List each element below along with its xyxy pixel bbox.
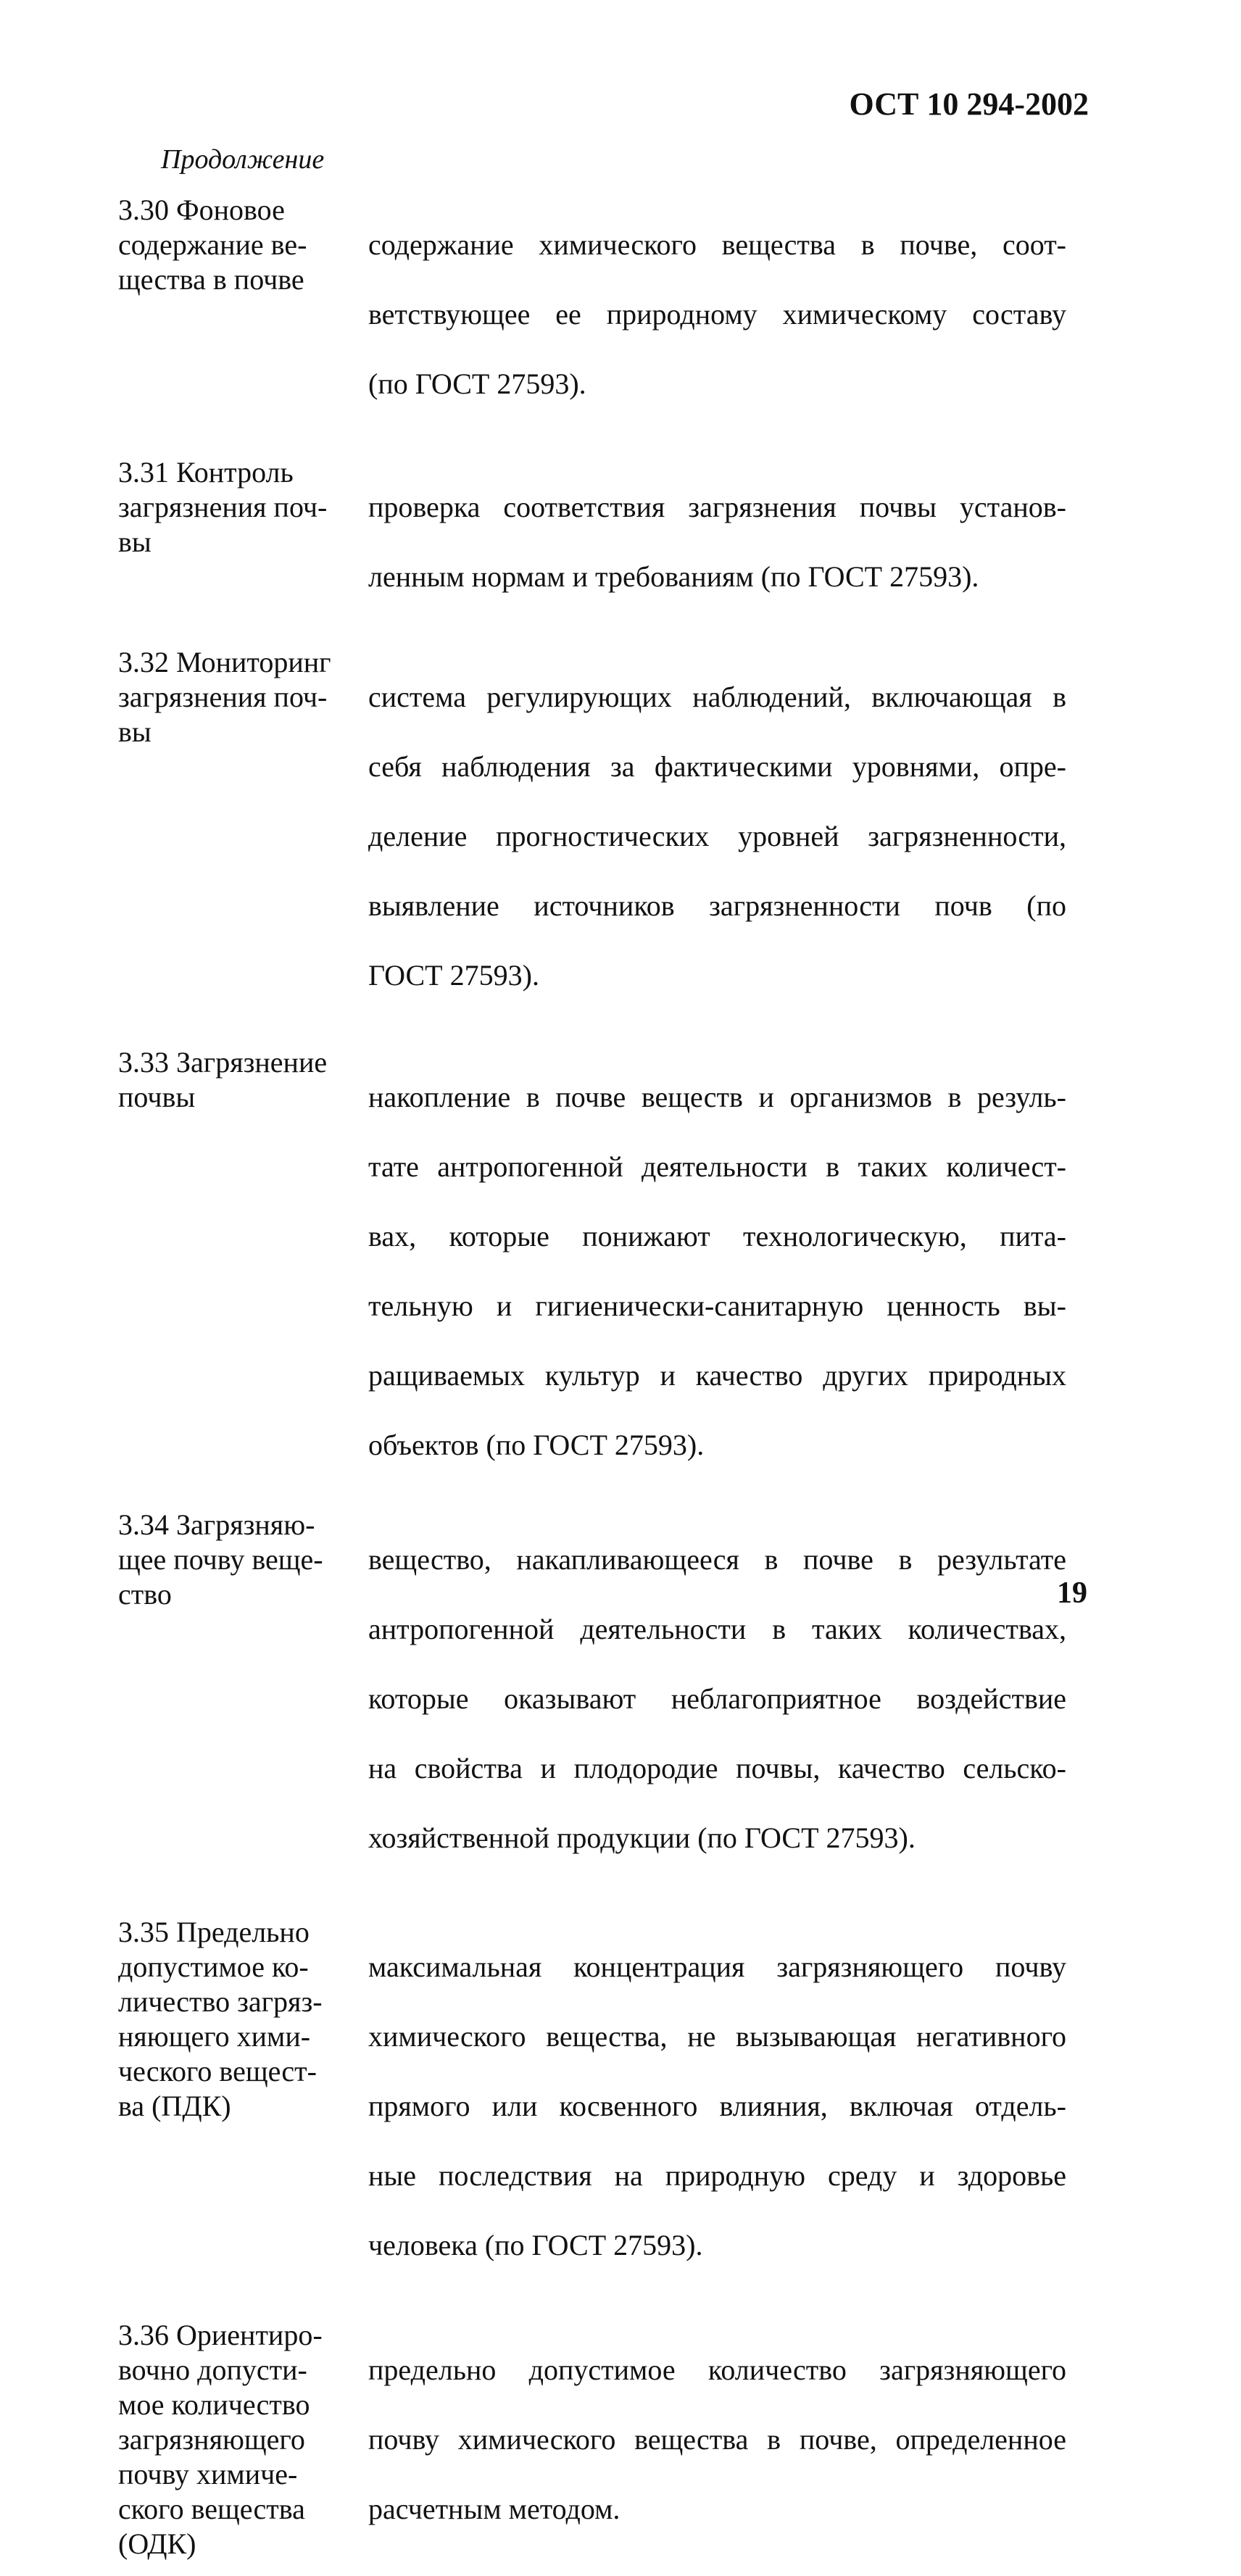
term-entry-3-30 (118, 193, 1066, 436)
definition-line: система регулирующих наблюдений, включающая в (368, 681, 1066, 713)
definition-line: накопление в почве веществ и организмов в резуль- (368, 1081, 1066, 1113)
definition-line: максимальная концентрация загрязняющего почву (368, 1950, 1066, 1983)
term-name: 3.31 Контроль загрязнения поч- вы (118, 456, 328, 558)
definition-line: на свойства и плодородие почвы, качество сельско- (368, 1752, 1066, 1784)
definition-line: деление прогностических уровней загрязненности, (368, 820, 1066, 852)
term-name: 3.35 Предельно допустимое ко- личество загряз- няющего хими- ческого вещест- ва (ПДК) (118, 1916, 323, 2122)
term-entry-3-31 (118, 455, 1066, 629)
definition-line: прямого или косвенного влияния, включая отдель- (368, 2090, 1066, 2122)
definition-line: содержание химического вещества в почве, соот- (368, 228, 1066, 261)
definition-line: человека (по ГОСТ 27593). (368, 2229, 703, 2261)
document-code: ОСТ 10 294-2002 (849, 86, 1089, 122)
definition-line: ные последствия на природную среду и здоровье (368, 2159, 1066, 2192)
term-definition (368, 1045, 1066, 1497)
term-entry-3-36 (118, 2318, 1066, 2562)
definition-line: ленным нормам и требованиям (по ГОСТ 27593). (368, 560, 979, 593)
term-name: 3.33 Загрязнение почвы (118, 1046, 328, 1113)
definition-line: себя наблюдения за фактическими уровнями, опре- (368, 750, 1066, 783)
page-number: 19 (1057, 1576, 1087, 1610)
term-entry-3-34 (118, 1508, 1066, 1890)
term-name: 3.30 Фоновое содержание ве- щества в почве (118, 194, 307, 296)
definition-line: антропогенной деятельности в таких количествах, (368, 1613, 1066, 1645)
definition-line: которые оказывают неблагоприятное воздействие (368, 1682, 1066, 1715)
term-definition (368, 2318, 1066, 2562)
definition-line: выявление источников загрязненности почв (по (368, 889, 1066, 922)
term-entry-3-35 (118, 1915, 1066, 2298)
definition-line: тате антропогенной деятельности в таких количест- (368, 1150, 1066, 1183)
definition-line: почву химического вещества в почве, определенное (368, 2423, 1066, 2456)
term-definition (368, 1508, 1066, 1890)
term-name: 3.32 Мониторинг загрязнения поч- вы (118, 646, 331, 748)
definition-line: тельную и гигиенически-санитарную ценность вы- (368, 1289, 1066, 1322)
definition-line: предельно допустимое количество загрязняющего (368, 2353, 1066, 2386)
term-entry-3-32 (118, 645, 1066, 1028)
definition-line: химического вещества, не вызывающая негативного (368, 2020, 1066, 2053)
definition-line: вещество, накапливающееся в почве в результате (368, 1543, 1066, 1576)
term-name: 3.34 Загрязняю- щее почву веще- ство (118, 1508, 323, 1611)
term-definition (368, 455, 1066, 629)
definition-line: проверка соответствия загрязнения почвы установ- (368, 491, 1066, 523)
definition-line: объектов (по ГОСТ 27593). (368, 1429, 705, 1461)
definition-line: вах, которые понижают технологическую, пита- (368, 1220, 1066, 1252)
definition-line: хозяйственной продукции (по ГОСТ 27593). (368, 1821, 916, 1854)
terms-list (118, 193, 1066, 2576)
definition-line: (по ГОСТ 27593). (368, 367, 586, 400)
definition-line: ГОСТ 27593). (368, 959, 539, 992)
term-name: 3.36 Ориентиро- вочно допусти- мое количество загрязняющего почву химиче- ского вещества (ОДК) (118, 2319, 323, 2560)
term-definition (368, 1915, 1066, 2298)
definition-line: ращиваемых культур и качество других природных (368, 1359, 1066, 1392)
term-entry-3-33 (118, 1045, 1066, 1497)
term-definition (368, 645, 1066, 1028)
definition-line: расчетным методом. (368, 2493, 620, 2525)
definition-line: ветствующее ее природному химическому составу (368, 298, 1066, 331)
term-definition (368, 193, 1066, 436)
continuation-label: Продолжение (161, 144, 325, 175)
